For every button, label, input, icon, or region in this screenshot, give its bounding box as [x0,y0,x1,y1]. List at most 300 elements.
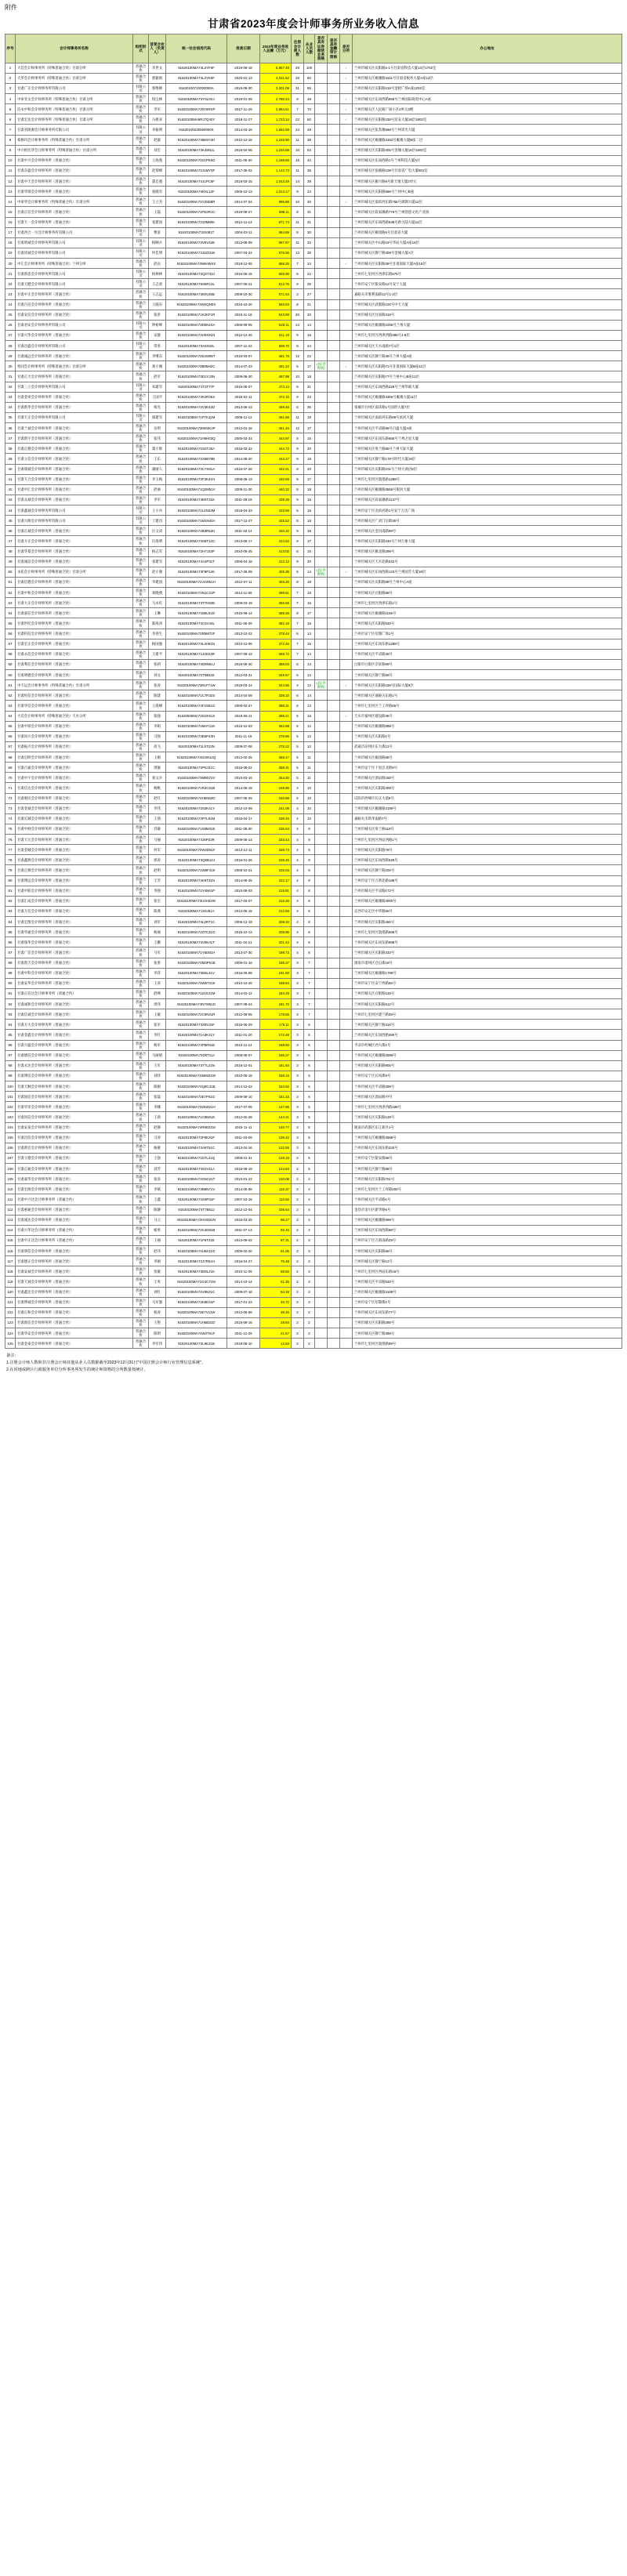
cell-firm-name: 甘肃信诚会计师事务所（普通合伙） [16,1009,133,1020]
cell-financial-qual [328,937,340,947]
cell-income: 412.12 [260,556,292,567]
cell-branch-flag [340,1215,353,1225]
cell-org-form: 有限公司 [133,341,149,351]
cell-index: 56 [5,629,16,639]
cell-securities-qual [315,783,328,793]
cell-index: 8 [5,135,16,145]
cell-income: 81.06 [260,1246,292,1256]
cell-credit-code: 91620100MA73M8D72V [166,773,227,783]
table-row [5,165,622,176]
col-code: 统一社会信用代码 [166,34,227,63]
cell-org-form: 普通合伙 [133,659,149,669]
cell-org-form: 普通合伙 [133,978,149,988]
cell-index: 101 [5,1092,16,1102]
cell-address: 兰州市城关区静宁路399号 [353,1328,622,1339]
note-1: 1.注册会计师人数和非注册会计师其他从业人员数据截至2023年12月31日"中国注册会计师行业管理信息系统"。 [6,1360,206,1366]
cell-cpa-count: 9 [292,444,304,454]
cell-staff-count: 39 [304,176,315,187]
cell-credit-code: 91620100MA73K2R46X [166,392,227,402]
cell-income: 563.53 [260,299,292,310]
cell-securities-qual [315,711,328,721]
cell-financial-qual [328,187,340,197]
cell-credit-code: 91620100MA72F8K31P [166,1132,227,1143]
cell-credit-code: 91620100MA71C7R32S [166,690,227,701]
cell-firm-name: 甘肃恒信会计师事务所（普通合伙） [16,690,133,701]
cell-cpa-count: 2 [292,1328,304,1339]
cell-financial-qual [328,1256,340,1266]
table-row [5,741,622,752]
cell-cpa-count: 3 [292,1040,304,1050]
cell-approval-date: 2015-02-11 [227,392,260,402]
cell-staff-count: 31 [304,207,315,217]
cell-address: 兰州市城关区平凉路1号 [353,1194,622,1205]
cell-cpa-count: 12 [292,423,304,433]
cell-address: 兰州市城关区酒泉路77号 [353,1092,622,1102]
cell-securities-qual [315,474,328,484]
cell-firm-name: 大信会计师事务所（特殊普通合伙）天水分所 [16,711,133,721]
cell-address: 兰州市城关区广武门后街35号 [353,516,622,526]
cell-address: 兰州市城关区庆阳路520号 [353,618,622,629]
cell-cpa-count: 9 [292,330,304,340]
cell-address: 兰州市安宁区培黎街1号 [353,1297,622,1307]
cell-partner: 李强 [149,886,166,896]
cell-approval-date: 2011-09-19 [227,495,260,505]
table-row [5,1164,622,1174]
cell-firm-name: 甘肃安华会计师事务所（普通合伙） [16,978,133,988]
cell-approval-date: 2014-02-12 [227,988,260,998]
cell-firm-name: 甘肃天健会计师事务所有限公司 [16,279,133,289]
cell-securities-qual [315,187,328,197]
table-row [5,454,622,464]
cell-cpa-count: 9 [292,392,304,402]
cell-address: 兰州市城关区雁滩路2255号兰州大厦 [353,320,622,330]
cell-income: 184.29 [260,988,292,998]
cell-index: 103 [5,1112,16,1122]
col-income: 2023年度业务收入总额（万元） [260,34,292,63]
cell-financial-qual [328,690,340,701]
cell-firm-name: 甘肃鑫源会计师事务所（普通合伙） [16,855,133,865]
cell-credit-code: 91620100MA73W5T21K [166,978,227,988]
cell-index: 104 [5,1122,16,1132]
cell-partner: 杨顺兵 [149,237,166,248]
cell-address: 兰州市城关区庆阳路612号 [353,999,622,1009]
cell-cpa-count: 4 [292,906,304,916]
cell-firm-name: 中审华会计师事务所（特殊普通合伙）甘肃分所 [16,197,133,207]
cell-org-form: 普通合伙 [133,1112,149,1122]
cell-address: 兰州市城关区庆阳路701号 [353,1174,622,1184]
cell-firm-name: 中汇会计师事务所（特殊普通合伙）兰州分所 [16,259,133,269]
cell-address: 天水市秦州区建设路38号 [353,711,622,721]
cell-cpa-count: 3 [292,1020,304,1030]
cell-cpa-count: 2 [292,1297,304,1307]
cell-org-form: 普通合伙 [133,958,149,968]
cell-branch-flag [340,773,353,783]
cell-org-form: 有限公司 [133,248,149,258]
cell-approval-date: 2009-07-08 [227,741,260,752]
cell-partner: 王国平 [149,392,166,402]
table-row [5,269,622,279]
cell-partner: 赵丽 [149,484,166,495]
cell-securities-qual [315,690,328,701]
table-row [5,680,622,690]
cell-credit-code: 91620100MA72D6T11J [166,1050,227,1060]
cell-securities-qual [315,165,328,176]
cell-financial-qual [328,1112,340,1122]
cell-credit-code: 91620100MA72Q2Y33J [166,269,227,279]
cell-approval-date: 2016-04-27 [227,1256,260,1266]
cell-org-form: 普通合伙 [133,588,149,598]
cell-partner: 王海峰 [149,701,166,711]
cell-securities-qual [315,845,328,855]
cell-branch-flag [340,1092,353,1102]
cell-staff-count: 4 [304,1194,315,1205]
cell-financial-qual [328,279,340,289]
cell-partner: 李军伟 [149,1339,166,1349]
cell-firm-name: 大华会计师事务所（特殊普通合伙）甘肃分所 [16,73,133,83]
cell-staff-count: 8 [304,927,315,937]
cell-index: 49 [5,556,16,567]
cell-credit-code: 91620100MA73B6N71V [166,1184,227,1194]
cell-index: 41 [5,474,16,484]
cell-approval-date: 2006-04-18 [227,556,260,567]
cell-index: 79 [5,865,16,875]
cell-cpa-count: 16 [292,145,304,155]
cell-approval-date: 2010-01-22 [227,1174,260,1184]
cell-index: 65 [5,721,16,731]
cell-partner: 张文兵 [149,773,166,783]
cell-securities-qual [315,1225,328,1235]
cell-org-form: 普通合伙 [133,1009,149,1020]
cell-staff-count: 18 [304,484,315,495]
cell-org-form: 普通合伙 [133,1205,149,1215]
cell-credit-code: 91620100MA73K48N1L [166,145,227,155]
cell-approval-date: 2011-01-20 [227,1030,260,1040]
cell-income: 21.57 [260,1328,292,1339]
cell-partner: 陈刚 [149,1081,166,1092]
cell-address: 兰州市城关区酒泉路188号 [353,773,622,783]
table-row [5,1122,622,1132]
cell-staff-count: 11 [304,763,315,773]
cell-credit-code: 91620100MA71X6J51A [166,906,227,916]
cell-org-form: 普通合伙 [133,701,149,711]
cell-financial-qual [328,1030,340,1040]
cell-credit-code: 91620100MA73J2Z31W [166,248,227,258]
cell-income: 105.64 [260,1205,292,1215]
cell-approval-date: 2016-02-22 [227,444,260,454]
table-row [5,1153,622,1163]
cell-address: 白银市白银区友好路99号 [353,659,622,669]
cell-partner: 周敏 [149,763,166,773]
cell-cpa-count: 3 [292,289,304,299]
cell-credit-code: 91620100MA74H5N82D [166,793,227,803]
cell-financial-qual [328,1266,340,1277]
cell-partner: 杨勇 [149,1225,166,1235]
table-row [5,1205,622,1215]
cell-partner: 杨军 [149,1040,166,1050]
cell-securities-qual [315,94,328,104]
cell-index: 63 [5,701,16,711]
cell-cpa-count: 4 [292,803,304,813]
cell-securities-qual [315,865,328,875]
table-row [5,711,622,721]
table-row [5,773,622,783]
cell-cpa-count: 2 [292,1174,304,1184]
cell-partner: 杨敏 [149,1143,166,1153]
table-row [5,371,622,382]
table-row [5,1009,622,1020]
cell-address: 庆阳市西峰区长庆大道9号 [353,793,622,803]
cell-financial-qual [328,855,340,865]
table-row [5,279,622,289]
cell-firm-name: 信永中和会计师事务所（特殊普通合伙）甘肃分所 [16,104,133,114]
cell-staff-count: 3 [304,1256,315,1266]
cell-securities-qual [315,752,328,763]
cell-securities-qual [315,536,328,546]
cell-branch-flag [340,165,353,176]
cell-income: 396.56 [260,598,292,608]
table-row [5,639,622,649]
cell-cpa-count: 11 [292,165,304,176]
cell-cpa-count: 24 [292,125,304,135]
cell-credit-code: 91620100MA73C7X81A [166,464,227,474]
cell-cpa-count: 4 [292,855,304,865]
cell-index: 69 [5,763,16,773]
cell-approval-date: 2009-10-13 [227,187,260,197]
cell-staff-count: 2 [304,1317,315,1328]
cell-credit-code: 91620100MA74P5R81E [166,1040,227,1050]
cell-firm-name: 甘肃同方会计师事务所（普通合伙） [16,731,133,741]
cell-branch-flag [340,330,353,340]
cell-address: 兰州市城关区雁园路68号 [353,752,622,763]
cell-financial-qual [328,1164,340,1174]
cell-firm-name: 甘肃明德会计师事务所（普通合伙） [16,670,133,680]
cell-address: 兰州市城关区雁兴路8号新天地大厦2单元 [353,176,622,187]
cell-org-form: 普通合伙 [133,1020,149,1030]
cell-firm-name: 甘肃正通会计师事务所（普通合伙） [16,1164,133,1174]
cell-cpa-count: 3 [292,1009,304,1020]
cell-approval-date: 2014-10-14 [227,1277,260,1287]
cell-cpa-count: 2 [292,1235,304,1245]
cell-staff-count: 22 [304,351,315,361]
cell-approval-date: 2012-02-28 [227,1112,260,1122]
cell-credit-code: 91620100MA73A6X62L [166,341,227,351]
col-branch: 是否分所 [340,34,353,63]
cell-partner: 赵岩 [149,259,166,269]
cell-firm-name: 甘肃中正会计师事务所（普通合伙） [16,289,133,299]
cell-branch-flag [340,721,353,731]
cell-partner: 陈静 [149,1205,166,1215]
cell-firm-name: 甘肃诚远会计师事务所（普通合伙） [16,351,133,361]
cell-cpa-count: 2 [292,1287,304,1297]
cell-income: 812.76 [260,279,292,289]
cell-income: 286.21 [260,711,292,721]
cell-staff-count: 17 [304,536,315,546]
cell-org-form: 普通合伙 [133,361,149,371]
cell-org-form: 普通合伙 [133,536,149,546]
cell-staff-count: 35 [304,165,315,176]
cell-credit-code: 91620100MA74V9N31C [166,1287,227,1297]
cell-address: 兰州市城关区东岗东路999号 [353,937,622,947]
cell-org-form: 有限公司 [133,382,149,392]
cell-staff-count: 2 [304,1328,315,1339]
cell-index: 93 [5,1009,16,1020]
cell-financial-qual [328,217,340,227]
table-row [5,1328,622,1339]
cell-org-form: 普通合伙 [133,217,149,227]
cell-securities-qual [315,1328,328,1339]
table-row [5,114,622,125]
cell-staff-count: 6 [304,1050,315,1060]
table-row [5,516,622,526]
cell-securities-qual [315,639,328,649]
cell-branch-flag [340,505,353,516]
cell-org-form: 有限公司 [133,237,149,248]
cell-branch-flag [340,598,353,608]
cell-partner: 刘洋 [149,1071,166,1081]
cell-branch-flag: √ [340,73,353,83]
cell-income: 128.19 [260,1153,292,1163]
cell-index: 7 [5,125,16,135]
cell-credit-code: 91620100MA730Y6RXP [166,104,227,114]
cell-income: 461.68 [260,412,292,422]
cell-credit-code: 91620100MA72K8D41P [166,1297,227,1307]
table-row [5,813,622,824]
cell-credit-code: 91620100MA73X8V31F [166,1020,227,1030]
cell-cpa-count: 7 [292,639,304,649]
cell-branch-flag [340,83,353,93]
cell-approval-date: 2014-06-19 [227,783,260,793]
cell-securities-qual [315,1060,328,1071]
cell-org-form: 普通合伙 [133,1153,149,1163]
cell-securities-qual [315,1297,328,1307]
cell-address: 兰州市城关区雁滩路1166号 [353,608,622,618]
cell-staff-count: 12 [304,731,315,741]
cell-branch-flag [340,629,353,639]
cell-financial-qual [328,886,340,896]
cell-branch-flag [340,444,353,454]
cell-firm-name: 甘肃嘉华会计师事务所（普通合伙） [16,1174,133,1184]
table-row [5,94,622,104]
cell-firm-name: 甘肃华通会计师事务所（普通合伙） [16,927,133,937]
cell-branch-flag [340,423,353,433]
table-row [5,824,622,834]
cell-partner: 郭涛 [149,855,166,865]
cell-firm-name: 甘肃德信会计师事务所（普通合伙） [16,1050,133,1060]
cell-securities-qual [315,741,328,752]
cell-firm-name: 甘肃三立会计师事务所有限公司 [16,382,133,392]
cell-partner: 王鹏 [149,937,166,947]
cell-credit-code: 91620100MA72J1MY0F [166,165,227,176]
cell-index: 82 [5,896,16,906]
cell-branch-flag: √ [340,197,353,207]
cell-partner: 王志勇 [149,279,166,289]
cell-securities-qual [315,701,328,711]
cell-branch-flag [340,402,353,412]
cell-approval-date: 2008-10-21 [227,865,260,875]
cell-credit-code: 91620100MA73Q5B12J [166,855,227,865]
cell-income: 46.72 [260,1297,292,1307]
cell-income: 132.55 [260,1143,292,1153]
cell-address: 兰州市城关区段家滩路779号兰州创意文化产业园 [353,207,622,217]
cell-approval-date: 2015-12-03 [227,721,260,731]
cell-cpa-count: 2 [292,1164,304,1174]
cell-cpa-count: 2 [292,1307,304,1317]
cell-branch-flag [340,988,353,998]
cell-approval-date: 2014-12-23 [227,1081,260,1092]
cell-firm-name: 甘肃中兴会计师事务所（普通合伙） [16,155,133,165]
cell-credit-code: 91620100MA72L4N33M [166,505,227,516]
cell-financial-qual [328,402,340,412]
cell-credit-code: 91620100MA74K8T31N [166,875,227,886]
cell-income: 12.63 [260,1339,292,1349]
cell-org-form: 普通合伙 [133,1184,149,1194]
cell-financial-qual [328,1092,340,1102]
cell-income: 349.67 [260,670,292,680]
cell-income: 140.77 [260,1122,292,1132]
table-row [5,1112,622,1122]
cell-income: 239.46 [260,813,292,824]
col-date: 批准日期 [227,34,260,63]
cell-index: 24 [5,299,16,310]
cell-securities-qual [315,773,328,783]
cell-partner: 马军 [149,947,166,958]
cell-staff-count: 27 [304,289,315,299]
cell-firm-name: 甘肃天一会计师事务所（普通合伙） [16,217,133,227]
cell-firm-name: 甘肃正源会计师事务所（普通合伙） [16,865,133,875]
cell-approval-date: 2013-08-09 [227,237,260,248]
cell-staff-count: 49 [304,94,315,104]
cell-securities-qual [315,1102,328,1112]
cell-cpa-count: 7 [292,259,304,269]
cell-org-form: 普通合伙 [133,988,149,998]
cell-securities-qual [315,999,328,1009]
cell-org-form: 普通合伙 [133,639,149,649]
cell-credit-code: 91620100MA74W2T51F [166,1328,227,1339]
cell-securities-qual [315,155,328,165]
cell-index: 118 [5,1266,16,1277]
cell-partner: 张敏 [149,1266,166,1277]
cell-cpa-count: 8 [292,474,304,484]
cell-address: 武威市凉州区东大街12号 [353,741,622,752]
cell-credit-code: 91620100MA71B8L51D [166,608,227,618]
cell-securities-qual [315,227,328,237]
cell-staff-count: 17 [304,361,315,371]
table-row [5,484,622,495]
table-row [5,1132,622,1143]
cell-income: 288.31 [260,701,292,711]
cell-securities-qual [315,1030,328,1040]
cell-branch-flag [340,1205,353,1215]
cell-income: 3,301.09 [260,83,292,93]
cell-partner: 陈建 [149,690,166,701]
cell-firm-name: 甘肃新宇会计师事务所（普通合伙） [16,433,133,444]
cell-financial-qual [328,1153,340,1163]
cell-staff-count: 12 [304,721,315,731]
cell-staff-count: 3 [304,1266,315,1277]
table-row [5,1143,622,1153]
cell-address: 兰州市七里河区敦煌路99号 [353,1339,622,1349]
cell-index: 125 [5,1339,16,1349]
cell-credit-code: 91620100MA73X1PK6G [166,155,227,165]
table-row [5,176,622,187]
cell-income: 444.97 [260,433,292,444]
cell-index: 25 [5,310,16,320]
cell-financial-qual [328,94,340,104]
cell-address: 兰州市城关区中山路18号华辰大厦A座18层 [353,237,622,248]
cell-income: 1,168.69 [260,155,292,165]
cell-financial-qual [328,680,340,690]
cell-index: 9 [5,145,16,155]
